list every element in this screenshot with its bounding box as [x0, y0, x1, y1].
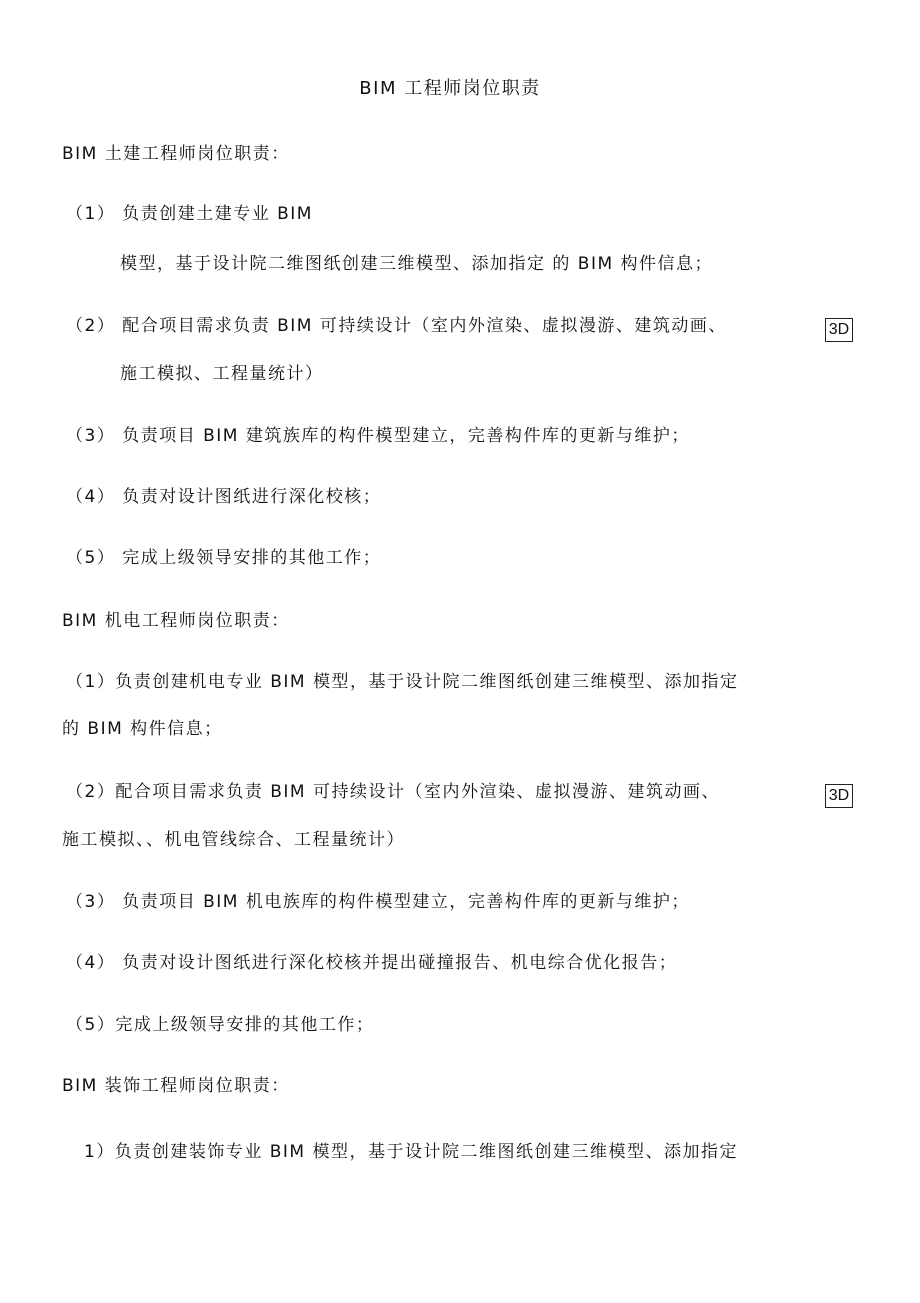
civil-item-1-line-2: 模型，基于设计院二维图纸创建三维模型、添加指定 的 BIM 构件信息； [120, 254, 714, 274]
mep-item-1-line-2: 的 BIM 构件信息； [62, 719, 223, 739]
mep-item-4: （4） 负责对设计图纸进行深化校核并提出碰撞报告、机电综合优化报告； [66, 953, 678, 973]
document-title: BIM 工程师岗位职责 [359, 78, 541, 99]
civil-3d-badge: 3D [825, 318, 853, 342]
mep-item-5: （5）完成上级领导安排的其他工作； [66, 1015, 375, 1035]
mep-section-heading: BIM 机电工程师岗位职责： [62, 611, 290, 631]
civil-item-1-line-1: （1） 负责创建土建专业 BIM [66, 204, 313, 224]
mep-3d-badge: 3D [825, 784, 853, 808]
mep-item-3: （3） 负责项目 BIM 机电族库的构件模型建立，完善构件库的更新与维护； [66, 892, 690, 912]
mep-item-1-line-1: （1）负责创建机电专业 BIM 模型，基于设计院二维图纸创建三维模型、添加指定 [66, 672, 739, 692]
deco-section-heading: BIM 装饰工程师岗位职责： [62, 1076, 290, 1096]
deco-item-1-line-1: 1）负责创建装饰专业 BIM 模型，基于设计院二维图纸创建三维模型、添加指定 [84, 1142, 738, 1162]
mep-item-2-line-2: 施工模拟、、机电管线综合、工程量统计） [62, 830, 405, 850]
mep-item-2-line-1: （2）配合项目需求负责 BIM 可持续设计（室内外渲染、虚拟漫游、建筑动画、 [66, 782, 720, 802]
civil-item-2-line-2: 施工模拟、工程量统计） [120, 364, 324, 384]
civil-item-4: （4） 负责对设计图纸进行深化校核； [66, 487, 382, 507]
civil-section-heading: BIM 土建工程师岗位职责： [62, 144, 290, 164]
civil-item-5: （5） 完成上级领导安排的其他工作； [66, 548, 382, 568]
civil-item-2-line-1: （2） 配合项目需求负责 BIM 可持续设计（室内外渲染、虚拟漫游、建筑动画、 [66, 316, 727, 336]
civil-item-3: （3） 负责项目 BIM 建筑族库的构件模型建立，完善构件库的更新与维护； [66, 426, 690, 446]
